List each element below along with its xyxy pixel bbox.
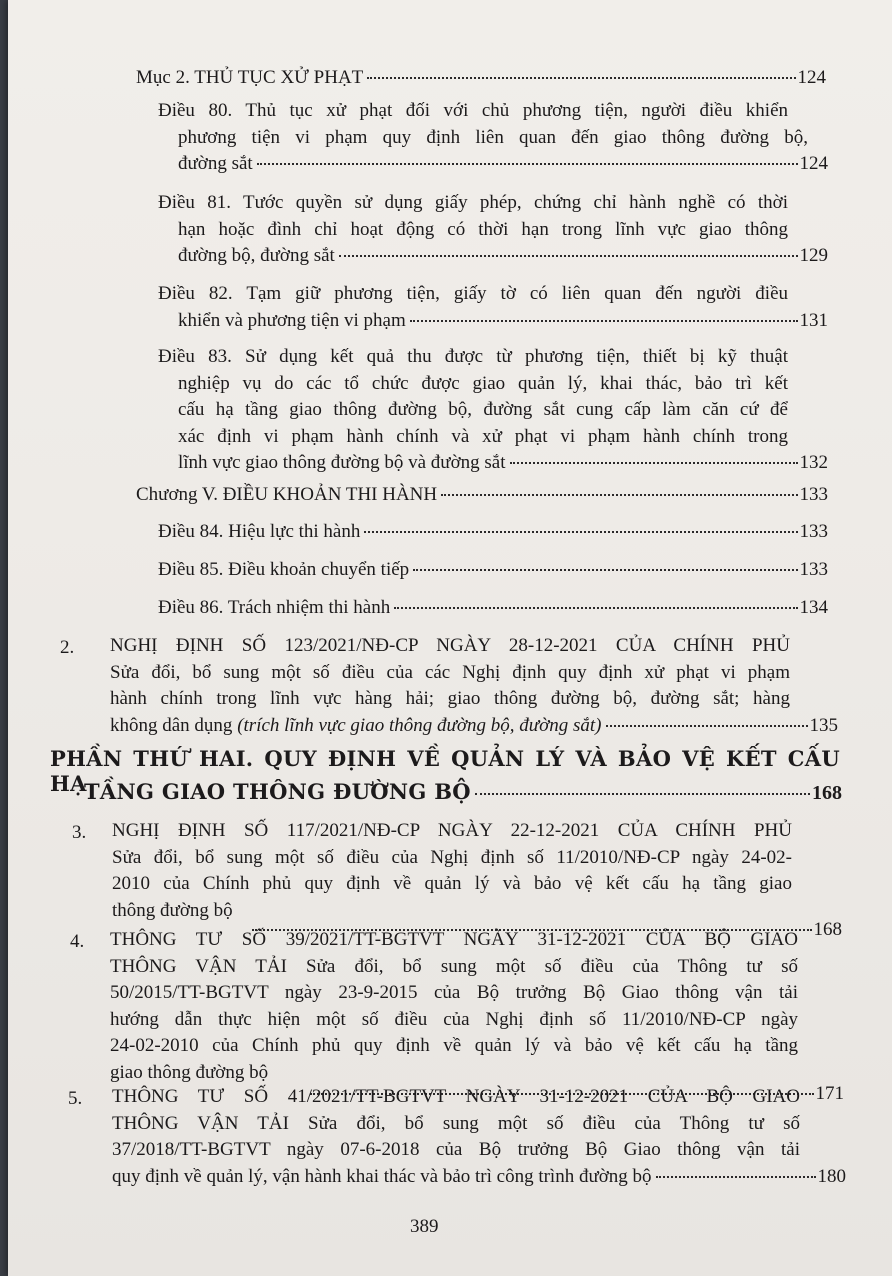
- toc-entry-dieu81[interactable]: [158, 190, 828, 270]
- toc-entry-line: không dân dụng: [110, 714, 238, 736]
- toc-entry-line: đường bộ, đường sắt: [178, 245, 335, 266]
- toc-page-number: 133: [799, 484, 828, 505]
- toc-entry-line: THÔNG TƯ SỐ 41/2021/TT-BGTVT NGÀY 31-12-2021 CỦA BỘ GIAO: [112, 1086, 800, 1107]
- leader-dots: [606, 725, 808, 727]
- toc-entry-line: Sửa đổi, bổ sung một số điều của các Nghị định quy định xử phạt vi phạm: [110, 661, 790, 683]
- toc-entry-dieu82[interactable]: [158, 281, 828, 334]
- toc-entry-line: quy định về quản lý, vận hành khai thác và bảo trì công trình đường bộ: [112, 1165, 652, 1187]
- item-number: 3.: [72, 822, 87, 843]
- toc-page-number: 133: [799, 521, 828, 542]
- toc-entry-label: Mục 2. THỦ TỤC XỬ PHẠT: [136, 67, 364, 88]
- toc-entry-line: hướng dẫn thực hiện một số điều của Nghị định số 11/2010/NĐ-CP ngày: [110, 1008, 798, 1030]
- toc-entry-dieu80[interactable]: [158, 98, 828, 178]
- toc-page-number: 180: [817, 1165, 846, 1187]
- leader-dots: [656, 1176, 816, 1178]
- toc-entry-line: Điều 83. Sử dụng kết quả thu được từ phương tiện, thiết bị kỹ thuật: [158, 346, 788, 367]
- toc-entry-line: 2010 của Chính phủ quy định về quản lý và bảo vệ kết cấu hạ tầng giao: [112, 873, 792, 894]
- item-number: 5.: [68, 1088, 83, 1109]
- toc-entry-line: NGHỊ ĐỊNH SỐ 117/2021/NĐ-CP NGÀY 22-12-2021 CỦA CHÍNH PHỦ: [112, 820, 792, 841]
- toc-entry-label: Điều 85. Điều khoản chuyển tiếp: [158, 559, 410, 580]
- toc-entry-last-line: [178, 450, 828, 477]
- toc-entry-line: cấu hạ tầng giao thông đường bộ, đường sắt cung cấp làm căn cứ để: [178, 399, 788, 420]
- toc-entry-line: THÔNG VẬN TẢI Sửa đổi, bổ sung một số điều của Thông tư số: [110, 955, 798, 977]
- toc-entry-line: đường sắt: [178, 153, 253, 174]
- leader-dots: [364, 531, 797, 533]
- toc-entry-label: Điều 84. Hiệu lực thi hành: [158, 521, 361, 542]
- toc-page-number: 124: [799, 153, 828, 174]
- toc-entry-line: khiển và phương tiện vi phạm: [178, 309, 406, 331]
- toc-entry-last-line: [178, 151, 828, 178]
- toc-entry-muc2[interactable]: [136, 67, 826, 89]
- toc-entry-line: 37/2018/TT-BGTVT ngày 07-6-2018 của Bộ trưởng Bộ Giao thông vận tải: [112, 1139, 800, 1160]
- toc-entry-line: 50/2015/TT-BGTVT ngày 23-9-2015 của Bộ trưởng Bộ Giao thông vận tải: [110, 982, 798, 1003]
- toc-entry-line: Điều 81. Tước quyền sử dụng giấy phép, chứng chỉ hành nghề có thời: [158, 192, 788, 213]
- toc-entry-dieu83[interactable]: [158, 344, 828, 477]
- toc-page-number: 131: [799, 309, 828, 331]
- leader-dots: [510, 462, 798, 464]
- toc-entry-label: Điều 86. Trách nhiệm thi hành: [158, 597, 391, 618]
- leader-dots: [413, 569, 797, 571]
- toc-entry-line: hạn hoặc đình chỉ hoạt động có thời hạn trong lĩnh vực giao thông: [178, 218, 788, 240]
- toc-entry-line: xác định vi phạm hành chính và xử phạt vi phạm hành chính trong: [178, 425, 788, 447]
- part-two-heading-line1[interactable]: PHẦN THỨ HAI. QUY ĐỊNH VỀ QUẢN LÝ VÀ BẢO VỆ KẾT CẤU HẠ: [50, 746, 840, 796]
- toc-entry-label: Chương V. ĐIỀU KHOẢN THI HÀNH: [136, 484, 438, 505]
- toc-entry-last-line: [178, 243, 828, 270]
- toc-entry-line: THÔNG TƯ SỐ 39/2021/TT-BGTVT NGÀY 31-12-2021 CỦA BỘ GIAO: [110, 929, 798, 950]
- leader-dots: [257, 163, 798, 165]
- toc-entry-last-line: [112, 1164, 846, 1191]
- item-number: 2.: [60, 637, 75, 658]
- toc-entry-dieu86[interactable]: [158, 597, 828, 619]
- leader-dots: [475, 793, 810, 795]
- toc-entry-line: THÔNG VẬN TẢI Sửa đổi, bổ sung một số điều của Thông tư số: [112, 1112, 800, 1134]
- toc-entry-last-line: [178, 308, 828, 335]
- toc-entry-line: nghiệp vụ do các tổ chức được giao quản lý, khai thác, bảo trì kết: [178, 372, 788, 394]
- toc-entry-item2[interactable]: [110, 633, 840, 739]
- toc-page-number: 168: [812, 782, 842, 804]
- book-page: [8, 0, 892, 1276]
- part-two-label: TẦNG GIAO THÔNG ĐƯỜNG BỘ: [84, 779, 471, 804]
- leader-dots: [339, 255, 798, 257]
- toc-entry-line: Điều 80. Thủ tục xử phạt đối với chủ phương tiện, người điều khiển: [158, 100, 788, 121]
- part-two-heading-line2[interactable]: [84, 781, 842, 804]
- toc-entry-dieu84[interactable]: [158, 521, 828, 543]
- toc-entry-line: thông đường bộ: [112, 899, 233, 921]
- toc-entry-last-line: [110, 713, 838, 740]
- toc-entry-line: lĩnh vực giao thông đường bộ và đường sắt: [178, 452, 506, 473]
- toc-page-number: 124: [797, 67, 826, 88]
- leader-dots: [394, 607, 797, 609]
- toc-entry-italic: (trích lĩnh vực giao thông đường bộ, đường sắt): [237, 714, 602, 736]
- toc-entry-line: Điều 82. Tạm giữ phương tiện, giấy tờ có liên quan đến người điều: [158, 283, 788, 304]
- item-number: 4.: [70, 931, 85, 952]
- toc-entry-line: 24-02-2010 của Chính phủ quy định về quản lý và bảo vệ kết cấu hạ tầng: [110, 1035, 798, 1056]
- leader-dots: [441, 494, 797, 496]
- toc-entry-line: phương tiện vi phạm quy định liên quan đến giao thông đường bộ,: [178, 126, 808, 148]
- toc-page-number: 132: [799, 452, 828, 473]
- toc-entry-line: hành chính trong lĩnh vực hàng hải; giao thông đường bộ, đường sắt; hàng: [110, 688, 790, 709]
- toc-page-number: 171: [815, 1083, 844, 1104]
- toc-entry-chuong5[interactable]: [136, 484, 828, 506]
- toc-entry-line: NGHỊ ĐỊNH SỐ 123/2021/NĐ-CP NGÀY 28-12-2021 CỦA CHÍNH PHỦ: [110, 635, 790, 656]
- page-number: 389: [410, 1216, 439, 1237]
- toc-entry-line: Sửa đổi, bổ sung một số điều của Nghị định số 11/2010/NĐ-CP ngày 24-02-: [112, 846, 792, 868]
- leader-dots: [410, 320, 798, 322]
- toc-entry-item3[interactable]: [112, 818, 844, 940]
- toc-page-number: 168: [813, 919, 842, 940]
- toc-page-number: 135: [809, 714, 838, 736]
- toc-page-number: 133: [799, 559, 828, 580]
- toc-page-number: 134: [799, 597, 828, 618]
- toc-entry-line: giao thông đường bộ: [110, 1061, 269, 1083]
- toc-entry-dieu85[interactable]: [158, 559, 828, 581]
- toc-entry-item5[interactable]: [112, 1084, 848, 1190]
- toc-entry-item4[interactable]: [110, 927, 846, 1104]
- toc-page-number: 129: [799, 245, 828, 266]
- leader-dots: [367, 77, 795, 79]
